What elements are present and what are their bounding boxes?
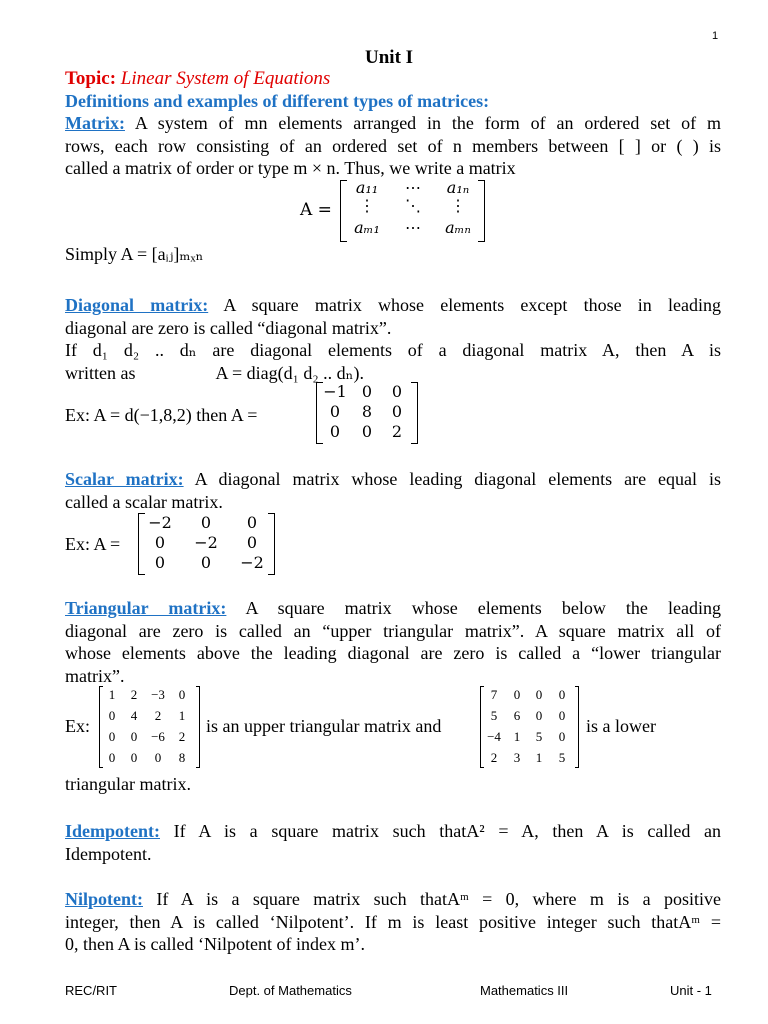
cell-vdots-1: ⋮ [359,196,375,215]
diagonal-term: Diagonal matrix: [65,295,209,315]
diagonal-definition [65,294,721,384]
nilpotent-line2: integer, then A is called ‘Nilpotent’. If m is least positive integer such thatAᵐ = [65,911,721,932]
lower-cell: 0 [558,729,566,744]
triangular-term: Triangular matrix: [65,598,227,618]
upper-cell: 4 [130,708,138,723]
scalar-cell: 0 [200,513,212,532]
scalar-line1: A diagonal matrix whose leading diagonal elements are equal is [194,469,721,489]
upper-cell: 0 [130,729,138,744]
lower-cell: 0 [513,687,521,702]
lower-cell: 0 [558,687,566,702]
idempotent-line2: Idempotent. [65,843,152,864]
footer-course: Mathematics III [480,983,569,998]
scalar-cell: 0 [246,513,258,532]
diagonal-line4b: A = diag(d₁ d₂ .. dₙ). [215,362,364,383]
matrix-def-line2: rows, each row consisting of an ordered set of n members between [ ] or ( ) is [65,135,721,156]
diag-cell: 0 [361,422,373,441]
triangular-ex-label: Ex: [65,716,90,736]
diag-cell: 2 [391,422,403,441]
lower-cell: 1 [535,750,543,765]
lower-cell: 0 [535,687,543,702]
lower-cell: 0 [558,708,566,723]
triangular-line1: A square matrix whose elements below the leading [245,598,721,618]
scalar-cell: −2 [194,533,218,552]
diag-cell: 0 [391,382,403,401]
scalar-cell: −2 [148,513,172,532]
upper-cell: 0 [130,750,138,765]
diag-cell: 0 [329,402,341,421]
nilpotent-line1: If A is a square matrix such thatAᵐ = 0, where m is a positive [156,889,722,909]
diagonal-example-matrix [316,382,418,444]
matrix-term: Matrix: [65,113,125,133]
nilpotent-term: Nilpotent: [65,889,143,909]
scalar-line2: called a scalar matrix. [65,491,223,512]
cell-am1: aₘ₁ [354,218,380,237]
diag-cell: 8 [361,402,373,421]
upper-cell: 2 [154,708,162,723]
page-number: 1 [712,30,719,42]
diagonal-line4a: written as [65,362,136,383]
lower-cell: 7 [490,687,498,702]
diagonal-line1: A square matrix whose elements except those in leading [223,295,721,315]
triangular-line3: whose elements above the leading diagonal are zero is called a “lower triangular [65,643,721,663]
lower-cell: 5 [490,708,498,723]
idempotent-term: Idempotent: [65,821,160,841]
triangular-line4: matrix”. [65,665,125,686]
upper-cell: 0 [108,729,116,744]
triangular-line2: diagonal are zero is called an “upper triangular matrix”. A square matrix all of [65,620,721,641]
scalar-example-text: Ex: A = [65,534,121,554]
triangular-end-text: is a lower [586,716,656,736]
cell-a1n: a₁ₙ [446,178,470,197]
triangular-definition [65,597,721,687]
diag-cell: 0 [391,402,403,421]
cell-dots-1: ⋯ [405,178,421,197]
cell-amn: aₘₙ [445,218,471,237]
lower-cell: 1 [513,729,521,744]
scalar-cell: 0 [246,533,258,552]
scalar-cell: 0 [154,533,166,552]
matrix-def-line3: called a matrix of order or type m × n. Thus, we write a matrix [65,158,516,178]
idempotent-line1: If A is a square matrix such thatA² = A, then A is called an [173,821,722,841]
scalar-definition [65,468,721,513]
cell-a11: a₁₁ [355,178,379,197]
lower-cell: 6 [513,708,521,723]
matrix-definition [65,112,721,180]
diag-cell: 0 [329,422,341,441]
cell-ddots: ⋱ [405,196,421,215]
upper-cell: 0 [108,708,116,723]
upper-cell: 2 [178,729,186,744]
lower-triangular-matrix [480,686,579,770]
footer-left: REC/RIT [65,983,117,998]
simply-notation: Simply A = [aᵢⱼ]ₘₓₙ [65,244,204,264]
cell-vdots-2: ⋮ [450,196,466,215]
upper-cell: 8 [178,750,186,765]
diagonal-line2: diagonal are zero is called “diagonal matrix”. [65,317,392,338]
lower-cell: 3 [513,750,521,765]
upper-triangular-matrix [99,686,200,770]
matrix-def-line1: A system of mn elements arranged in the form of an ordered set of m [134,113,721,133]
upper-cell: 1 [108,687,116,702]
diag-cell: −1 [323,382,347,401]
lower-cell: 5 [558,750,566,765]
cell-dots-2: ⋯ [405,218,421,237]
upper-cell: 0 [154,750,162,765]
idempotent-definition [65,820,721,865]
upper-cell: 0 [178,687,186,702]
upper-cell: 0 [108,750,116,765]
upper-cell: −3 [151,687,165,702]
unit-title: Unit I [365,47,414,68]
footer-center: Dept. of Mathematics [229,983,352,998]
scalar-cell: 0 [200,553,212,572]
lower-cell: 2 [490,750,498,765]
triangular-mid-text: is an upper triangular matrix and [206,716,442,736]
upper-cell: 1 [178,708,186,723]
lower-cell: 0 [535,708,543,723]
diag-cell: 0 [361,382,373,401]
triangular-after-text: triangular matrix. [65,774,191,794]
lower-cell: 5 [535,729,543,744]
scalar-cell: 0 [154,553,166,572]
diagonal-example-text: Ex: A = d(−1,8,2) then A = [65,405,258,425]
nilpotent-definition [65,888,721,956]
scalar-example-matrix [138,513,275,575]
diagonal-line3: If d₁ d₂ .. dₙ are diagonal elements of a diagonal matrix A, then A is [65,340,721,360]
nilpotent-line3: 0, then A is called ‘Nilpotent of index m’. [65,934,365,954]
upper-cell: 2 [130,687,138,702]
general-matrix [340,180,485,242]
general-matrix-lhs: A = [300,200,332,220]
upper-cell: −6 [151,729,165,744]
scalar-term: Scalar matrix: [65,469,184,489]
scalar-cell: −2 [240,553,264,572]
topic-line [65,68,330,90]
topic-text: Linear System of Equations [120,68,331,89]
footer-unit: Unit - 1 [670,983,712,998]
topic-label: Topic: [65,68,117,89]
definitions-heading: Definitions and examples of different types of matrices: [65,91,490,111]
lower-cell: −4 [487,729,501,744]
